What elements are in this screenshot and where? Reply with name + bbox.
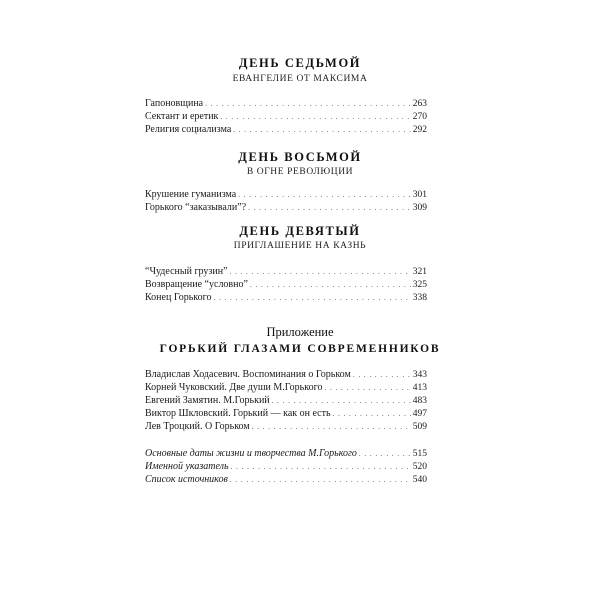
toc-entry-title: “Чудесный грузин”: [145, 266, 228, 277]
toc-leader-dots: [231, 460, 411, 474]
toc-entry-title: Владислав Ходасевич. Воспоминания о Горьком: [145, 369, 351, 380]
toc-entry-title: Религия социализма: [145, 124, 232, 135]
toc-entry-page: 413: [412, 383, 427, 393]
toc-leader-dots: [252, 420, 411, 434]
appendix-label: Приложение: [266, 325, 334, 339]
toc-leader-dots: [233, 123, 410, 137]
toc-entry-title: Корней Чуковский. Две души М.Горького: [145, 382, 323, 393]
toc-entry[interactable]: [145, 407, 427, 421]
toc-entry[interactable]: [145, 265, 427, 279]
toc-entry[interactable]: [145, 368, 427, 382]
toc-leader-dots: [324, 381, 410, 395]
toc-entry-page: 509: [412, 422, 427, 432]
toc-entry[interactable]: [145, 188, 427, 202]
toc-leader-dots: [250, 278, 411, 292]
toc-entry-italic[interactable]: [145, 447, 427, 461]
toc-entry-title: Конец Горького: [145, 292, 212, 303]
section-subtitle-day-seven: ЕВАНГЕЛИЕ ОТ МАКСИМА: [232, 74, 368, 84]
toc-entry-page: 301: [412, 190, 427, 200]
toc-entry[interactable]: [145, 110, 427, 124]
toc-entry-page: 270: [412, 112, 427, 122]
toc-entry-page: 520: [412, 462, 427, 472]
toc-entry[interactable]: [145, 97, 427, 111]
toc-entry[interactable]: [145, 381, 427, 395]
toc-leader-dots: [238, 188, 411, 202]
section-title-day-eight: ДЕНЬ ВОСЬМОЙ: [238, 150, 362, 164]
toc-entry[interactable]: [145, 394, 427, 408]
toc-entry[interactable]: [145, 123, 427, 137]
toc-leader-dots: [359, 447, 411, 461]
toc-entry-page: 343: [412, 370, 427, 380]
toc-leader-dots: [230, 265, 411, 279]
toc-entry-title: Возвращение “условно”: [145, 279, 248, 290]
toc-leader-dots: [248, 201, 411, 215]
toc-entry[interactable]: [145, 278, 427, 292]
toc-leader-dots: [220, 110, 410, 124]
toc-leader-dots: [333, 407, 411, 421]
toc-leader-dots: [272, 394, 411, 408]
section-subtitle-day-nine: ПРИГЛАШЕНИЕ НА КАЗНЬ: [233, 241, 367, 251]
toc-entry-page: 321: [412, 267, 427, 277]
toc-entry-title: Сектант и еретик: [145, 111, 219, 122]
toc-leader-dots: [205, 97, 411, 111]
toc-entry-page: 292: [412, 125, 427, 135]
toc-entry[interactable]: [145, 291, 427, 305]
section-title-day-nine: ДЕНЬ ДЕВЯТЫЙ: [239, 224, 361, 238]
appendix-title: ГОРЬКИЙ ГЛАЗАМИ СОВРЕМЕННИКОВ: [159, 343, 441, 355]
toc-entry-page: 515: [412, 449, 427, 459]
toc-entry[interactable]: [145, 201, 427, 215]
toc-entry-page: 483: [412, 396, 427, 406]
toc-entry-italic[interactable]: [145, 460, 427, 474]
toc-entry-page: 497: [412, 409, 427, 419]
toc-entry-title: Евгений Замятин. М.Горький: [145, 395, 270, 406]
toc-entry-title: Виктор Шкловский. Горький — как он есть: [145, 408, 331, 419]
toc-entry[interactable]: [145, 420, 427, 434]
section-title-day-seven: ДЕНЬ СЕДЬМОЙ: [238, 56, 362, 70]
toc-entry-title: Крушение гуманизма: [145, 189, 237, 200]
toc-entry-page: 540: [412, 475, 427, 485]
toc-entry-page: 338: [412, 293, 427, 303]
toc-entry-title: Гапоновщина: [145, 98, 204, 109]
toc-entry-italic[interactable]: [145, 473, 427, 487]
toc-entry-title: Лев Троцкий. О Горьком: [145, 421, 250, 432]
toc-leader-dots: [213, 291, 410, 305]
toc-entry-page: 309: [412, 203, 427, 213]
toc-leader-dots: [230, 473, 411, 487]
section-subtitle-day-eight: В ОГНЕ РЕВОЛЮЦИИ: [246, 167, 354, 177]
toc-leader-dots: [353, 368, 411, 382]
toc-entry-title: Основные даты жизни и творчества М.Горького: [145, 448, 357, 459]
toc-entry-page: 263: [412, 99, 427, 109]
toc-entry-title: Список источников: [145, 474, 228, 485]
toc-entry-title: Именной указатель: [145, 461, 229, 472]
toc-entry-title: Горького “заказывали”?: [145, 202, 247, 213]
toc-entry-page: 325: [412, 280, 427, 290]
